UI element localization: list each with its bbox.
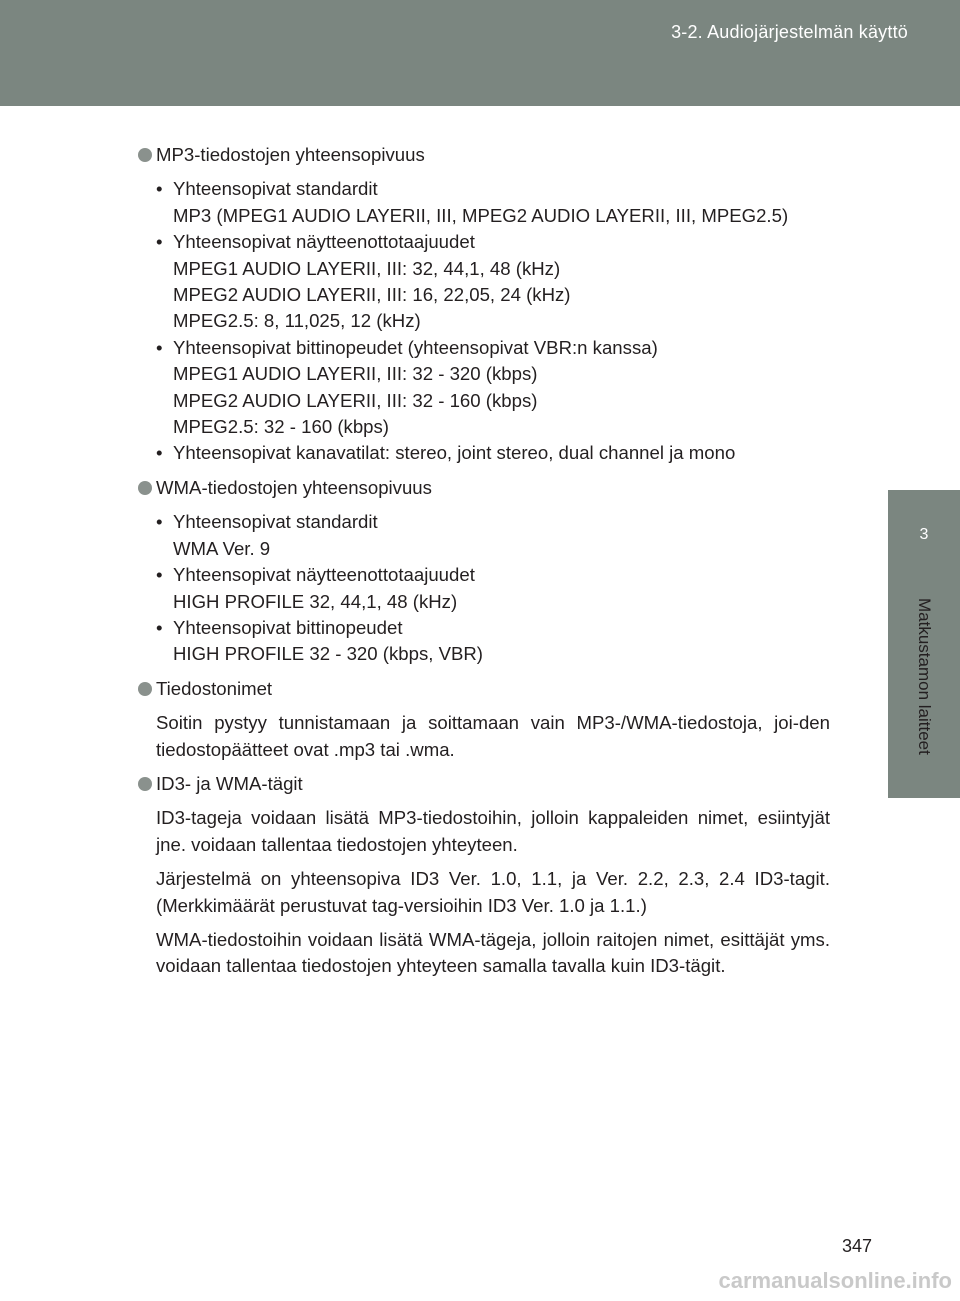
chapter-label-tab [888,588,960,798]
paragraph: Järjestelmä on yhteensopiva ID3 Ver. 1.0, 1.1, ja Ver. 2.2, 2.3, 2.4 ID3-tagit. (Merkkimäärät perustuvat tag-versioihin ID3 Ver. 1.0 ja 1.1.) [156,868,830,916]
item-label: Yhteensopivat bittinopeudet (yhteensopivat VBR:n kanssa) [173,336,658,358]
item-line: MPEG1 AUDIO LAYERII, III: 32, 44,1, 48 (kHz) [173,257,561,279]
item-line: MP3 (MPEG1 AUDIO LAYERII, III, MPEG2 AUDIO LAYERII, III, MPEG2.5) [173,204,789,226]
bullet: • [156,564,163,586]
chapter-label: Matkustamon laitteet [915,598,934,755]
circle-bullet-icon [138,148,152,162]
section-title: WMA-tiedostojen yhteensopivuus [156,476,432,498]
item-label: Yhteensopivat näytteenottotaajuudet [173,231,475,253]
chapter-number-tab: 3 [888,490,960,588]
item-line: MPEG2 AUDIO LAYERII, III: 32 - 160 (kbps) [173,389,538,411]
paragraph: ID3-tageja voidaan lisätä MP3-tiedostoihin, jolloin kappaleiden nimet, esiintyjät jne. voidaan tallentaa tiedostojen yhteyteen. [156,807,830,855]
item-label: Yhteensopivat standardit [173,511,378,533]
list-item [156,176,830,229]
section-tags [138,771,830,980]
section-title: Tiedostonimet [156,677,273,699]
item-line: MPEG2.5: 8, 11,025, 12 (kHz) [173,310,421,332]
bullet: • [156,442,163,464]
item-line: HIGH PROFILE 32, 44,1, 48 (kHz) [173,590,458,612]
section-title: ID3- ja WMA-tägit [156,772,303,794]
list-item [156,440,830,466]
side-tab-spacer [888,106,960,506]
circle-bullet-icon [138,682,152,696]
item-line: MPEG2 AUDIO LAYERII, III: 16, 22,05, 24 (kHz) [173,284,571,306]
paragraph: Soitin pystyy tunnistamaan ja soittamaan vain MP3-/WMA-tiedostoja, joi-den tiedostopäätteet ovat .mp3 tai .wma. [156,712,830,760]
circle-bullet-icon [138,777,152,791]
list-item [156,562,830,615]
chapter-title: 3-2. Audiojärjestelmän käyttö [671,22,908,42]
item-line: MPEG2.5: 32 - 160 (kbps) [173,416,389,438]
paragraph: WMA-tiedostoihin voidaan lisätä WMA-tägeja, jolloin raitojen nimet, esittäjät yms. voidaan tallentaa tiedostojen yhteyteen samalla tavalla kuin ID3-tägit. [156,928,830,977]
circle-bullet-icon [138,481,152,495]
page-content [138,142,830,988]
list-item [156,229,830,335]
item-label: Yhteensopivat näytteenottotaajuudet [173,564,475,586]
item-label: Yhteensopivat standardit [173,178,378,200]
section-wma [138,475,830,668]
item-label: Yhteensopivat bittinopeudet [173,616,403,638]
section-filenames [138,676,830,763]
item-line: MPEG1 AUDIO LAYERII, III: 32 - 320 (kbps) [173,363,538,385]
item-line: WMA Ver. 9 [173,537,271,559]
section-mp3 [138,142,830,467]
item-label: Yhteensopivat kanavatilat: stereo, joint stereo, dual channel ja mono [173,442,736,464]
bullet: • [156,336,163,358]
list-item [156,335,830,441]
item-line: HIGH PROFILE 32 - 320 (kbps, VBR) [173,643,483,665]
watermark: carmanualsonline.info [718,1268,952,1293]
bullet: • [156,231,163,253]
list-item [156,509,830,562]
section-title: MP3-tiedostojen yhteensopivuus [156,144,425,165]
bullet: • [156,178,163,200]
bullet: • [156,616,163,638]
page-number: 347 [842,1236,873,1256]
bullet: • [156,511,163,533]
list-item [156,615,830,668]
page-header [0,0,960,106]
